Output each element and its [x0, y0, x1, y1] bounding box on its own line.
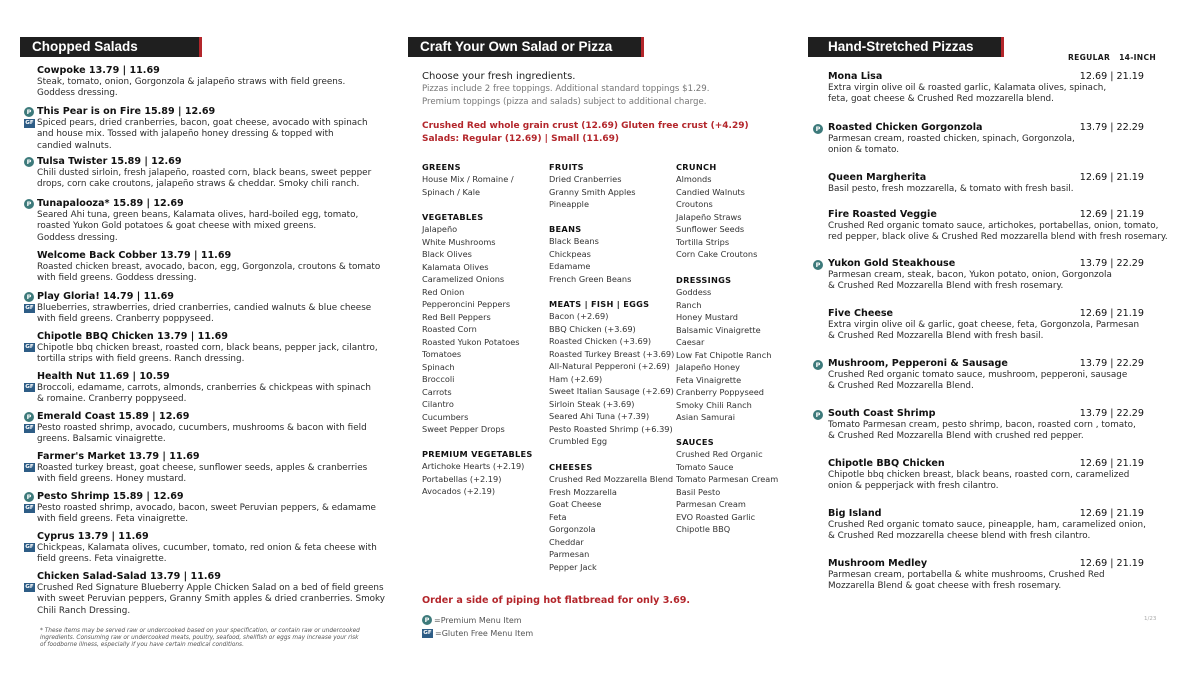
group-heading: SAUCES [676, 437, 714, 447]
ingredient-item: Goddess [676, 287, 712, 297]
gluten-free-badge-icon: GF [423, 629, 432, 636]
salad-name-price: This Pear is on Fire 15.89 | 12.69 [37, 106, 216, 117]
salad-description: field greens. Feta vinaigrette. [37, 554, 167, 565]
pizza-title-row [828, 558, 1144, 570]
salad-description: with field greens. Cranberry poppyseed. [37, 314, 214, 325]
salad-name-price: Health Nut 11.69 | 10.59 [37, 371, 170, 382]
salad-description: Spiced pears, dried cranberries, bacon, goat cheese, avocado with spinach [37, 118, 368, 128]
ingredient-item: Bacon (+2.69) [549, 311, 609, 321]
ingredient-item: Crumbled Egg [549, 436, 608, 446]
pizza-title-row [828, 71, 1144, 83]
pizza-title-row [828, 458, 1144, 470]
item-badges [24, 331, 35, 352]
pizza-description: & Crushed Red Mozzarella Blend. [828, 381, 974, 392]
ingredient-item: Croutons [676, 199, 713, 209]
ingredient-list [676, 448, 778, 536]
ingredient-item: Asian Samurai [676, 412, 735, 422]
ingredient-list [549, 310, 674, 448]
pizza-item [828, 508, 1146, 543]
salad-description: Blueberries, strawberries, dried cranberries, candied walnuts & blue cheese [37, 303, 372, 313]
item-badges [24, 491, 35, 513]
flatbread-offer: Order a side of piping hot flatbread for only 3.69. [422, 595, 691, 606]
pizza-description: Crushed Red organic tomato sauce, artichokes, portabellas, onion, tomato, [828, 221, 1159, 231]
gluten-free-badge-icon: GF [25, 344, 34, 350]
ingredient-item: Jalapeño Honey [676, 362, 740, 372]
salad-description: tortilla strips with field greens. Ranch dressing. [37, 354, 245, 365]
ingredient-item: Parmesan Cream [676, 499, 746, 509]
group-dressings [676, 275, 771, 424]
ingredient-item: Honey Mustard [676, 312, 739, 322]
ingredient-item: Chickpeas [549, 248, 591, 259]
footnote-line: ingredients. Consuming raw or undercooked meats, poultry, seafood, shellfish or eggs may increase your risk [40, 635, 359, 641]
ingredient-item: Almonds [676, 174, 712, 184]
group-heading: PREMIUM VEGETABLES [422, 449, 533, 459]
gluten-free-badge-icon: GF [25, 584, 34, 590]
salad-description: Goddess dressing. [37, 232, 118, 243]
group-fruits [549, 162, 636, 211]
group-vegetables [422, 212, 520, 436]
pizza-item [828, 209, 1168, 244]
ingredient-item: Sirloin Steak (+3.69) [549, 398, 635, 409]
salad-name-price: Emerald Coast 15.89 | 12.69 [37, 411, 190, 422]
salad-description: Pesto roasted shrimp, avocado, cucumbers, mushrooms & bacon with field [37, 423, 367, 433]
ingredient-item: Red Onion [422, 286, 465, 297]
ingredient-list [676, 286, 771, 424]
pizza-item [828, 258, 1144, 293]
ingredient-item: Broccoli [422, 374, 455, 384]
salad-name-price: Cyprus 13.79 | 11.69 [37, 531, 149, 542]
raw-food-footnote [40, 628, 360, 649]
ingredient-item: Pepperoncini Peppers [422, 299, 511, 309]
pizza-title-row [828, 172, 1144, 184]
premium-toppings-note: Premium toppings (pizza and salads) subject to additional charge. [422, 97, 707, 107]
ingredient-item: Roasted Corn [422, 324, 477, 334]
pizza-name: Big Island [828, 508, 882, 519]
ingredient-item: Ham (+2.69) [549, 373, 603, 384]
pizza-item [828, 558, 1144, 593]
pizza-description: Mozzarella Blend & goat cheese with fresh rosemary. [828, 581, 1062, 592]
pizza-item [828, 408, 1144, 443]
ingredient-item: EVO Roasted Garlic [676, 511, 756, 522]
ingredient-item: House Mix / Romaine / [422, 174, 514, 184]
item-badges [24, 371, 35, 392]
pizza-description: feta, goat cheese & Crushed Red mozzarella blend. [828, 94, 1054, 105]
salad-item [37, 451, 367, 486]
ingredient-item: Crushed Red Mozzarella Blend [549, 474, 674, 484]
size-regular: REGULAR [1068, 53, 1111, 62]
group-sauces [676, 437, 778, 536]
group-heading: VEGETABLES [422, 212, 484, 222]
ingredient-item: Ranch [676, 299, 702, 310]
pizza-item [828, 358, 1144, 393]
pizza-name: Roasted Chicken Gorgonzola [828, 122, 983, 133]
toppings-note: Pizzas include 2 free toppings. Additional standard toppings $1.29. [422, 84, 710, 94]
pizza-title-row [828, 122, 1144, 134]
salad-description: drops, corn cake croutons, jalapeño straws & cheddar. Smoky chili ranch. [37, 179, 360, 190]
gluten-free-badge-icon: GF [25, 384, 34, 390]
ingredient-item: Gorgonzola [549, 524, 596, 534]
group-cheeses [549, 462, 673, 573]
pizza-description: Basil pesto, fresh mozzarella, & tomato with fresh basil. [828, 184, 1074, 194]
legend-gluten-free: =Gluten Free Menu Item [435, 628, 534, 638]
item-badges [813, 359, 824, 370]
salad-description: Chipotle bbq chicken breast, roasted corn, black beans, pepper jack, cilantro, [37, 343, 378, 353]
salad-item [37, 531, 377, 566]
pizza-title-row [828, 408, 1144, 420]
premium-badge-icon: P [24, 412, 34, 422]
pizzas-header: Hand-Stretched Pizzas [808, 37, 1004, 57]
ingredient-item: Corn Cake Croutons [676, 249, 758, 259]
ingredient-item: Low Fat Chipotle Ranch [676, 349, 772, 360]
gluten-free-badge-icon: GF [25, 464, 34, 470]
salad-description: Crushed Red Signature Blueberry Apple Chicken Salad on a bed of field greens [37, 583, 384, 593]
pizza-description: Parmesan cream, roasted chicken, spinach, Gorgonzola, [828, 134, 1075, 144]
ingredient-item: Tomato Parmesan Cream [676, 474, 779, 484]
pizza-price: 13.79 | 22.29 [1079, 358, 1144, 369]
ingredient-item: Edamame [549, 261, 591, 271]
pizza-item [828, 308, 1144, 343]
pizza-description: Extra virgin olive oil & roasted garlic, Kalamata olives, spinach, [828, 83, 1107, 93]
salad-name-price: Tulsa Twister 15.89 | 12.69 [37, 156, 182, 167]
group-heading: DRESSINGS [676, 275, 732, 285]
pizza-name: Mona Lisa [828, 71, 883, 82]
ingredient-item: Caesar [676, 337, 705, 347]
salad-item [37, 331, 378, 366]
ingredient-item: BBQ Chicken (+3.69) [549, 323, 636, 334]
pizza-price: 13.79 | 22.29 [1079, 122, 1144, 133]
pizza-name: Mushroom, Pepperoni & Sausage [828, 358, 1008, 369]
premium-badge-icon: P [24, 199, 34, 209]
ingredient-item: Roasted Turkey Breast (+3.69) [549, 348, 675, 359]
ingredient-item: Roasted Chicken (+3.69) [549, 336, 652, 346]
group-heading: BEANS [549, 224, 582, 234]
salad-name-price: Pesto Shrimp 15.89 | 12.69 [37, 491, 184, 502]
ingredient-item: Cucumbers [422, 411, 469, 422]
page-code: 1/23 [1144, 616, 1157, 622]
ingredient-item: Black Olives [422, 249, 472, 259]
salad-description: Steak, tomato, onion, Gorgonzola & jalapeño straws with field greens. [37, 77, 346, 87]
pizza-description: onion & pepperjack with fresh cilantro. [828, 481, 999, 492]
ingredient-item: Roasted Yukon Potatoes [422, 336, 520, 347]
item-badges [24, 531, 35, 552]
pizza-title-row [828, 308, 1144, 320]
salad-description: with field greens. Goddess dressing. [37, 273, 197, 284]
gluten-free-badge-icon: GF [25, 425, 34, 431]
group-crunch [676, 162, 757, 261]
ingredient-item: Caramelized Onions [422, 274, 505, 284]
premium-badge-icon: P [24, 292, 34, 302]
crust-options: Crushed Red whole grain crust (12.69) Gluten free crust (+4.29) [422, 121, 749, 131]
ingredient-item: Artichoke Hearts (+2.19) [422, 461, 525, 471]
ingredient-item: Balsamic Vinaigrette [676, 324, 761, 335]
item-badges [24, 156, 35, 167]
ingredient-list [549, 473, 673, 573]
pizza-description: & Crushed Red Mozzarella Blend with crushed red pepper. [828, 431, 1084, 442]
salad-description: Goddess dressing. [37, 88, 118, 99]
footnote-line: * These items may be served raw or undercooked based on your specification, or contain raw or undercooked [40, 628, 360, 634]
craft-your-own-header: Craft Your Own Salad or Pizza [408, 37, 644, 57]
pizza-description: Crushed Red organic tomato sauce, pineapple, ham, caramelized onion, [828, 520, 1146, 530]
premium-badge-icon: P [24, 107, 34, 117]
ingredient-list [422, 460, 533, 498]
ingredient-item: Candied Walnuts [676, 186, 745, 197]
ingredient-item: Avocados (+2.19) [422, 486, 496, 496]
item-badges [24, 106, 35, 128]
legend-premium: =Premium Menu Item [434, 615, 522, 625]
pizza-price: 12.69 | 21.19 [1079, 558, 1144, 569]
pizza-item [828, 458, 1144, 493]
ingredient-item: Smoky Chili Ranch [676, 399, 752, 410]
salad-description: Pesto roasted shrimp, avocado, bacon, sweet Peruvian peppers, & edamame [37, 503, 376, 513]
salad-item [37, 491, 376, 526]
group-heading: CRUNCH [676, 162, 717, 172]
pizza-description: Parmesan cream, portabella & white mushrooms, Crushed Red [828, 570, 1105, 580]
pizza-name: Queen Margherita [828, 172, 927, 183]
ingredient-item: Portabellas (+2.19) [422, 473, 502, 484]
ingredient-item: Dried Cranberries [549, 174, 622, 184]
group-greens [422, 162, 514, 198]
salad-item [37, 411, 367, 446]
ingredient-item: French Green Beans [549, 273, 632, 284]
pizza-description: red pepper, black olive & Crushed Red mozzarella blend with fresh rosemary. [828, 232, 1168, 243]
item-badges [24, 571, 35, 592]
premium-badge-icon: P [813, 124, 823, 134]
footnote-line: of foodborne illness, especially if you have certain medical conditions. [40, 642, 244, 648]
salad-item [37, 106, 368, 152]
pizza-description: & Crushed Red Mozzarella Blend with fresh basil. [828, 331, 1044, 342]
salad-description: candied walnuts. [37, 140, 112, 151]
pizza-item [828, 172, 1144, 195]
salad-name-price: Play Gloria! 14.79 | 11.69 [37, 291, 174, 302]
ingredient-item: White Mushrooms [422, 236, 496, 247]
ingredient-item: Spinach / Kale [422, 186, 481, 197]
premium-badge-icon: P [422, 615, 432, 625]
pizza-price: 13.79 | 22.29 [1079, 408, 1144, 419]
pizza-name: Yukon Gold Steakhouse [828, 258, 956, 269]
pizza-name: South Coast Shrimp [828, 408, 936, 419]
legend [422, 614, 533, 639]
group-heading: CHEESES [549, 462, 593, 472]
premium-badge-icon: P [813, 360, 823, 370]
gluten-free-badge-icon: GF [25, 120, 34, 126]
pizza-description: & Crushed Red Mozzarella Blend with fresh rosemary. [828, 281, 1064, 292]
ingredient-item: Seared Ahi Tuna (+7.39) [549, 411, 650, 421]
group-heading: FRUITS [549, 162, 584, 172]
ingredient-item: Carrots [422, 386, 452, 397]
ingredient-item: Parmesan [549, 549, 590, 559]
ingredient-item: Sweet Italian Sausage (+2.69) [549, 386, 674, 396]
ingredient-list [676, 173, 757, 261]
ingredient-item: Crushed Red Organic [676, 449, 763, 459]
ingredient-list [549, 173, 636, 211]
ingredient-item: Goat Cheese [549, 499, 602, 509]
ingredient-item: Cranberry Poppyseed [676, 387, 764, 397]
ingredient-item: Sweet Pepper Drops [422, 424, 505, 434]
salad-item [37, 571, 385, 617]
pizza-description: Crushed Red organic tomato sauce, mushroom, pepperoni, sausage [828, 370, 1128, 380]
item-badges [24, 198, 35, 209]
salad-description: & romaine. Cranberry poppyseed. [37, 394, 187, 405]
ingredient-item: Black Beans [549, 236, 599, 246]
pizza-price: 12.69 | 21.19 [1079, 458, 1144, 469]
ingredient-item: Sunflower Seeds [676, 224, 745, 234]
salad-item [37, 156, 371, 191]
group-meats [549, 299, 674, 448]
ingredient-item: Pesto Roasted Shrimp (+6.39) [549, 423, 673, 434]
salad-item [37, 371, 371, 406]
ingredient-item: Tomatoes [422, 349, 462, 359]
salad-description: Broccoli, edamame, carrots, almonds, cranberries & chickpeas with spinach [37, 383, 371, 393]
pizza-price: 12.69 | 21.19 [1079, 172, 1144, 183]
salad-name-price: Farmer's Market 13.79 | 11.69 [37, 451, 200, 462]
ingredient-item: Kalamata Olives [422, 261, 489, 272]
ingredient-item: Spinach [422, 361, 455, 372]
salad-description: with sweet Peruvian peppers, Granny Smith apples & dried cranberries. Smoky [37, 594, 386, 605]
ingredient-item: Cilantro [422, 399, 454, 409]
pizza-title-row [828, 358, 1144, 370]
size-14-inch: 14-INCH [1119, 53, 1156, 62]
pizza-title-row [828, 258, 1144, 270]
pizza-description: Extra virgin olive oil & garlic, goat cheese, feta, Gorgonzola, Parmesan [828, 320, 1140, 330]
salad-description: greens. Balsamic vinaigrette. [37, 434, 166, 445]
pizza-price: 12.69 | 21.19 [1079, 71, 1144, 82]
pizza-title-row [828, 508, 1144, 520]
salad-description: Chili dusted sirloin, fresh jalapeño, roasted corn, black beans, sweet pepper [37, 168, 372, 178]
pizza-title-row [828, 209, 1144, 221]
pizza-price: 12.69 | 21.19 [1079, 308, 1144, 319]
ingredient-item: Pepper Jack [549, 561, 597, 572]
ingredient-item: Jalapeño [422, 224, 458, 234]
pizza-name: Chipotle BBQ Chicken [828, 458, 945, 469]
salad-name-price: Chipotle BBQ Chicken 13.79 | 11.69 [37, 331, 228, 342]
ingredient-item: Granny Smith Apples [549, 186, 636, 197]
ingredient-item: Feta Vinaigrette [676, 374, 742, 385]
ingredient-item: Pineapple [549, 199, 589, 209]
salad-description: roasted Yukon Gold potatoes & goat cheese with mixed greens. [37, 221, 317, 232]
pizza-item [828, 71, 1144, 106]
pizza-description: Parmesan cream, steak, bacon, Yukon potato, onion, Gorgonzola [828, 270, 1112, 280]
ingredient-item: Red Bell Peppers [422, 311, 491, 322]
gluten-free-badge-icon: GF [25, 544, 34, 550]
group-heading: GREENS [422, 162, 461, 172]
salad-description: Roasted chicken breast, avocado, bacon, egg, Gorgonzola, croutons & tomato [37, 262, 381, 272]
pizza-name: Five Cheese [828, 308, 894, 319]
ingredient-list [422, 223, 520, 436]
salad-description: Roasted turkey breast, goat cheese, sunflower seeds, apples & cranberries [37, 463, 368, 473]
size-columns [1068, 53, 1156, 62]
pizza-price: 13.79 | 22.29 [1079, 258, 1144, 269]
ingredient-item: Feta [549, 511, 567, 522]
item-badges [813, 259, 824, 270]
chopped-salads-header: Chopped Salads [20, 37, 202, 57]
ingredient-item: Fresh Mozzarella [549, 486, 617, 497]
pizza-description: onion & tomato. [828, 145, 900, 156]
salad-description: Seared Ahi tuna, green beans, Kalamata olives, hard-boiled egg, tomato, [37, 210, 359, 220]
salad-name-price: Chicken Salad-Salad 13.79 | 11.69 [37, 571, 221, 582]
group-beans [549, 224, 631, 285]
pizza-description: Tomato Parmesan cream, pesto shrimp, bacon, roasted corn , tomato, [828, 420, 1136, 430]
pizza-description: & Crushed Red mozzarella cheese blend with fresh cilantro. [828, 531, 1091, 542]
ingredient-item: Tomato Sauce [676, 461, 734, 472]
item-badges [24, 411, 35, 433]
salad-description: Chili Ranch Dressing. [37, 605, 131, 616]
pizza-price: 12.69 | 21.19 [1079, 209, 1144, 220]
premium-badge-icon: P [813, 410, 823, 420]
gluten-free-badge-icon: GF [25, 505, 34, 511]
salad-size-prices: Salads: Regular (12.69) | Small (11.69) [422, 134, 620, 144]
item-badges [813, 409, 824, 420]
ingredient-list [422, 173, 514, 198]
ingredient-item: Cheddar [549, 536, 584, 547]
item-badges [24, 451, 35, 472]
salad-description: with field greens. Honey mustard. [37, 474, 187, 485]
salad-name-price: Cowpoke 13.79 | 11.69 [37, 65, 160, 76]
pizza-item [828, 122, 1144, 157]
ingredient-item: Chipotle BBQ [676, 524, 731, 534]
salad-name-price: Tunapalooza* 15.89 | 12.69 [37, 198, 184, 209]
premium-badge-icon: P [24, 492, 34, 502]
gluten-free-badge-icon: GF [25, 305, 34, 311]
pizza-name: Mushroom Medley [828, 558, 928, 569]
group-heading: MEATS | FISH | EGGS [549, 299, 650, 309]
salad-item [37, 65, 345, 100]
ingredient-item: Tortilla Strips [676, 236, 730, 247]
salad-name-price: Welcome Back Cobber 13.79 | 11.69 [37, 250, 232, 261]
item-badges [24, 291, 35, 313]
ingredient-item: Basil Pesto [676, 486, 721, 497]
salad-description: with field greens. Feta vinaigrette. [37, 514, 189, 525]
ingredient-item: All-Natural Pepperoni (+2.69) [549, 361, 670, 371]
pizza-description: Chipotle bbq chicken breast, black beans, roasted corn, caramelized [828, 470, 1130, 480]
craft-intro: Choose your fresh ingredients. [422, 71, 576, 82]
premium-badge-icon: P [24, 157, 34, 167]
salad-description: Chickpeas, Kalamata olives, cucumber, tomato, red onion & feta cheese with [37, 543, 377, 553]
salad-description: and house mix. Tossed with jalapeño honey dressing & topped with [37, 129, 334, 140]
salad-item [37, 198, 358, 244]
pizza-price: 12.69 | 21.19 [1079, 508, 1144, 519]
pizza-name: Fire Roasted Veggie [828, 209, 937, 220]
ingredient-item: Jalapeño Straws [676, 211, 742, 222]
premium-badge-icon: P [813, 260, 823, 270]
group-premium-vegetables [422, 449, 533, 498]
ingredient-list [549, 235, 631, 285]
item-badges [813, 123, 824, 134]
salad-item [37, 291, 371, 326]
salad-item [37, 250, 380, 285]
